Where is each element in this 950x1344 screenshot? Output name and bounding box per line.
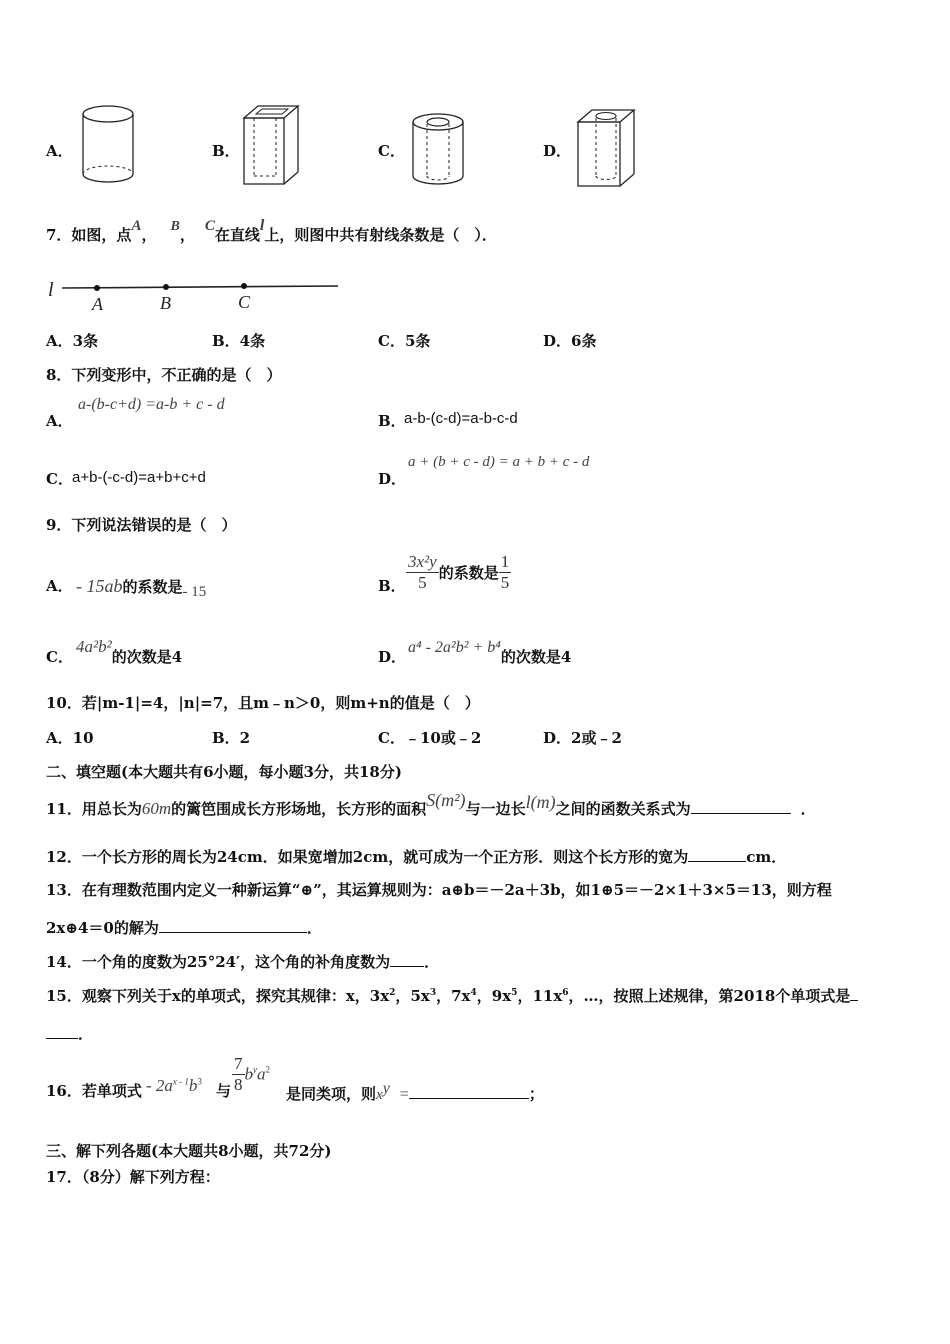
q8-option-b-label: B．: [378, 412, 406, 430]
q11-answer-blank: [691, 799, 791, 814]
box-with-hole-icon: [576, 108, 638, 190]
q6-option-c-label: C．: [378, 142, 405, 160]
section-3-heading: 三、解下列各题(本大题共8小题，共72分): [46, 1142, 332, 1160]
hollow-box-icon: [242, 104, 300, 188]
q13-line1: 13．在有理数范围内定义一种新运算“⊕”，其运算规则为：a⊕b＝－2a＋3b，如1⊕5＝－2×1＋3×5＝13，则方程: [46, 881, 832, 899]
point-c: [241, 283, 247, 289]
q16-with: 与: [216, 1082, 232, 1100]
q16-pre: 16．若单项式: [46, 1082, 142, 1100]
q15-cont: ．: [46, 1023, 93, 1044]
q9-option-c-label: C．: [46, 648, 73, 666]
q9-option-d-label: D．: [378, 648, 407, 666]
q9-option-b-label: B．: [378, 577, 406, 595]
q8-option-d-label: D．: [378, 470, 407, 488]
section-2-heading: 二、填空题(本大题共有6小题，每小题3分，共18分): [46, 763, 402, 781]
q9-option-a-label: A．: [46, 577, 73, 595]
q12-answer-blank: [688, 847, 746, 862]
point-b-label: B: [160, 293, 171, 313]
q6-option-d-label: D．: [543, 142, 572, 160]
q8-option-c-expr: a+b-(-c-d)=a+b+c+d: [72, 469, 206, 486]
q9-option-c: 4a²b²的次数是4: [76, 637, 183, 666]
q7-option-d: D．6条: [543, 332, 597, 350]
q8-option-a-label: A．: [46, 412, 73, 430]
hollow-cylinder-icon: [410, 112, 466, 190]
q7-option-c: C．5条: [378, 332, 431, 350]
q7-option-a: A．3条: [46, 332, 99, 350]
q15: 15．观察下列关于x的单项式，探究其规律：x，$3x^2$，$5x^3$，$7x^4$，$9x^5$，$11x^6$，…，按照上述规律，第2018个单项式是: [46, 985, 858, 1006]
point-c-label: C: [238, 292, 251, 312]
q6-option-b-label: B．: [212, 142, 240, 160]
q16-monomial-2: $\frac{7}{8}$ $b^ya^2$: [234, 1054, 270, 1094]
q8-option-a-expr: a-(b-c+d) =a-b + c - d: [78, 396, 225, 413]
q8-option-c-label: C．: [46, 470, 73, 488]
point-b: [163, 284, 169, 290]
q8-stem: 8．下列变形中，不正确的是（ ）: [46, 366, 282, 384]
q12: 12．一个长方形的周长为24cm．如果宽增加2cm，就可成为一个正方形．则这个长方形的宽为 cm．: [46, 848, 787, 866]
q10-option-b: B．2: [212, 729, 251, 747]
q9-option-d: a⁴ - 2a²b² + b⁴的次数是4: [408, 639, 572, 666]
line-label: l: [48, 279, 54, 301]
q7-option-b: B．4条: [212, 332, 266, 350]
q10-option-c: C．﹣10或﹣2: [378, 729, 482, 747]
q11: 11．用总长为60m的篱笆围成长方形场地，长方形的面积S(m²)与一边长l(m)之间的函数关系式为 ．: [46, 790, 816, 818]
q13-answer-blank: [159, 918, 307, 933]
q10-option-a: A．10: [46, 729, 94, 747]
q16-monomial-1: - $2a^{x - 1}b^3$: [146, 1076, 202, 1095]
line-figure: [44, 276, 344, 316]
q8-option-d-expr: a + (b + c - d) = a + b + c - d: [408, 454, 590, 470]
q8-option-b-expr: a-b-(c-d)=a-b-c-d: [404, 410, 518, 427]
point-a: [94, 285, 100, 291]
point-a-label: A: [92, 294, 103, 314]
q6-option-a-label: A．: [46, 142, 73, 160]
q16-answer-blank: [409, 1084, 529, 1099]
q10-option-d: D．2或﹣2: [543, 729, 622, 747]
q15-answer-blank: [46, 1024, 78, 1039]
q10-stem: 10．若|m-1|=4，|n|=7，且m﹣n＞0，则m+n的值是（ ）: [46, 694, 480, 712]
q16-tail: 是同类项，则$x^y$ = ；: [286, 1080, 544, 1103]
q9-option-a: - 15ab的系数是- 15: [76, 576, 207, 600]
q13-line2: 2x⊕4＝0的解为 ．: [46, 919, 322, 937]
q17: 17．（8分）解下列方程：: [46, 1168, 220, 1186]
q9-option-b: $\frac{\text{3x²y}}{5}$ 的系数是 $\frac{1}{5}$: [408, 552, 510, 592]
q9-stem: 9．下列说法错误的是（ ）: [46, 516, 237, 534]
cylinder-icon: [80, 104, 136, 186]
q14-answer-blank: [390, 952, 424, 967]
q14: 14．一个角的度数为25°24′，这个角的补角度数为 ．: [46, 953, 440, 971]
q7-stem: 7．如图，点A， B， C在直线l上，则图中共有射线条数是（ ）．: [46, 217, 497, 244]
